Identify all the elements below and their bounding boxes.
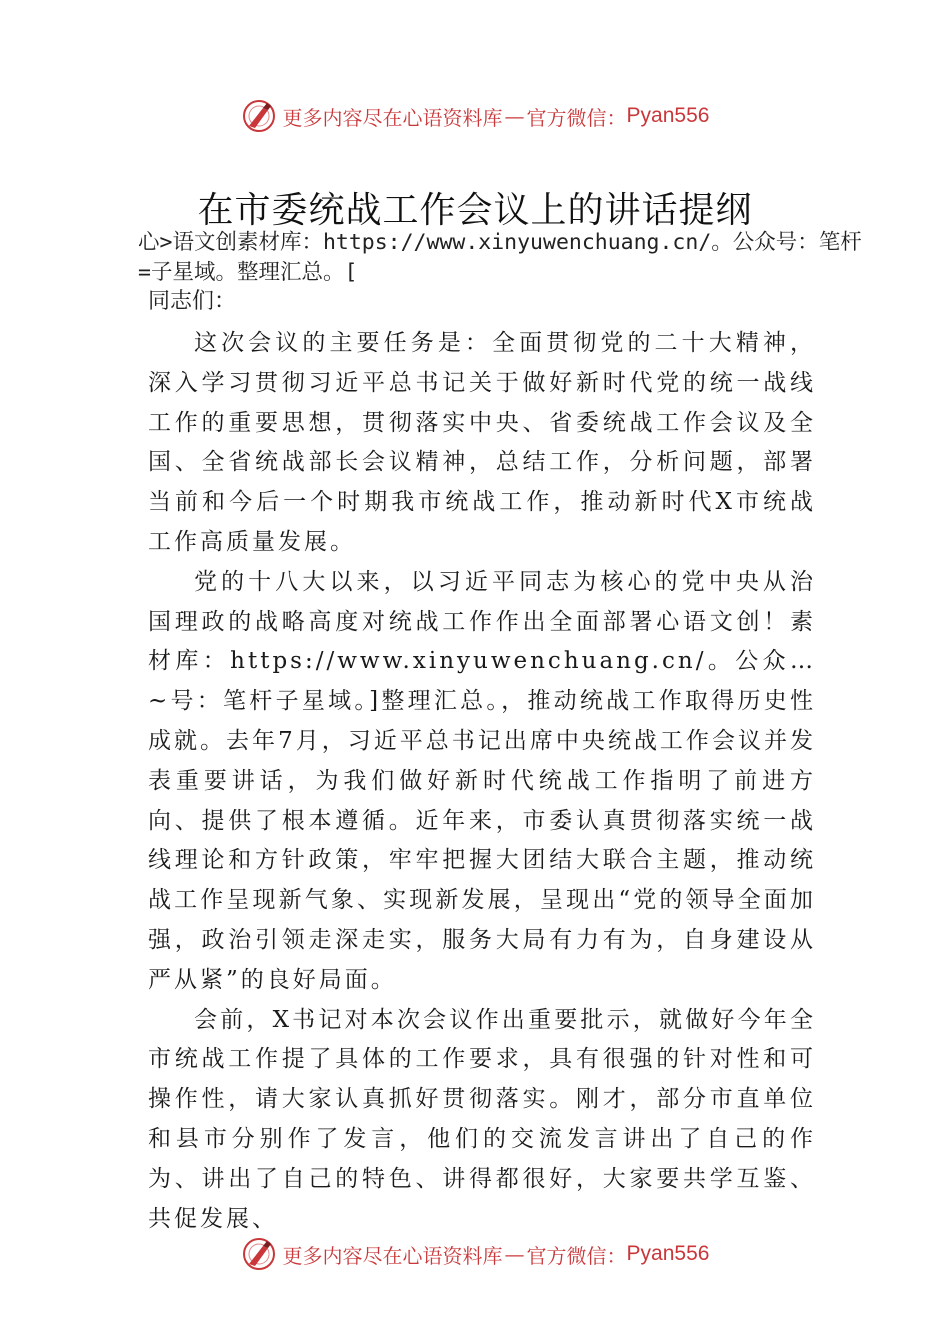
source-line: 心>语文创素材库：https://www.xinyuwenchuang.cn/。公众号：笔杆=子星域。整理汇总。[ (138, 230, 862, 285)
banner-dash: — (504, 1242, 525, 1266)
document-title: 在市委统战工作会议上的讲话提纲 (197, 190, 753, 231)
banner-wechat-label: 官方微信： (526, 1243, 627, 1268)
banner-dash: — (504, 104, 525, 128)
banner-text: 更多内容尽在心语资料库 (282, 105, 503, 130)
banner-wechat-id: Pyan556 (626, 104, 710, 127)
header-banner (0, 94, 950, 138)
banner-wechat-label: 官方微信： (526, 105, 627, 130)
paragraph-2: 党的十八大以来，以习近平同志为核心的党中央从治国理政的战略高度对统战工作作出全面部署心语文创！素材库：https://www.xinyuwenchuang.cn/。公众…~号：笔杆子星域。]整理汇总。，推动统战工作取得历史性成就。去年7月，习近平总书记出席中央统战工作会议并发表重要讲话，为我们做好新时代统战工作指明了前进方向、提供了根本遵循。近年来，市委认真贯彻落实统一战线理论和方针政策，牢牢把握大团结大联合主题，推动统战工作呈现新气象、实现新发展，呈现出“党的领导全面加强，政治引领走深走实，服务大局有力有为，自身建设从严从紧”的良好局面。 (148, 568, 816, 993)
pen-logo-icon (241, 1236, 277, 1272)
banner-text: 更多内容尽在心语资料库 (282, 1243, 503, 1268)
paragraph-3: 会前，X书记对本次会议作出重要批示，就做好今年全市统战工作提了具体的工作要求，具有很强的针对性和可操作性，请大家认真抓好贯彻落实。刚才，部分市直单位和县市分别作了发言，他们的交流发言讲出了自己的作为、讲出了自己的特色、讲得都很好，大家要共学互鉴、共促发展、 (148, 1006, 816, 1232)
document-body (148, 324, 816, 1239)
footer-banner (0, 1232, 950, 1276)
paragraph-1: 这次会议的主要任务是：全面贯彻党的二十大精神，深入学习贯彻习近平总书记关于做好新时代党的统一战线工作的重要思想，贯彻落实中央、省委统战工作会议及全国、全省统战部长会议精神，总结工作，分析问题，部署当前和今后一个时期我市统战工作，推动新时代X市统战工作高质量发展。 (148, 330, 816, 555)
pen-logo-icon (241, 98, 277, 134)
banner-wechat-id: Pyan556 (626, 1242, 710, 1265)
greeting: 同志们： (148, 289, 237, 314)
